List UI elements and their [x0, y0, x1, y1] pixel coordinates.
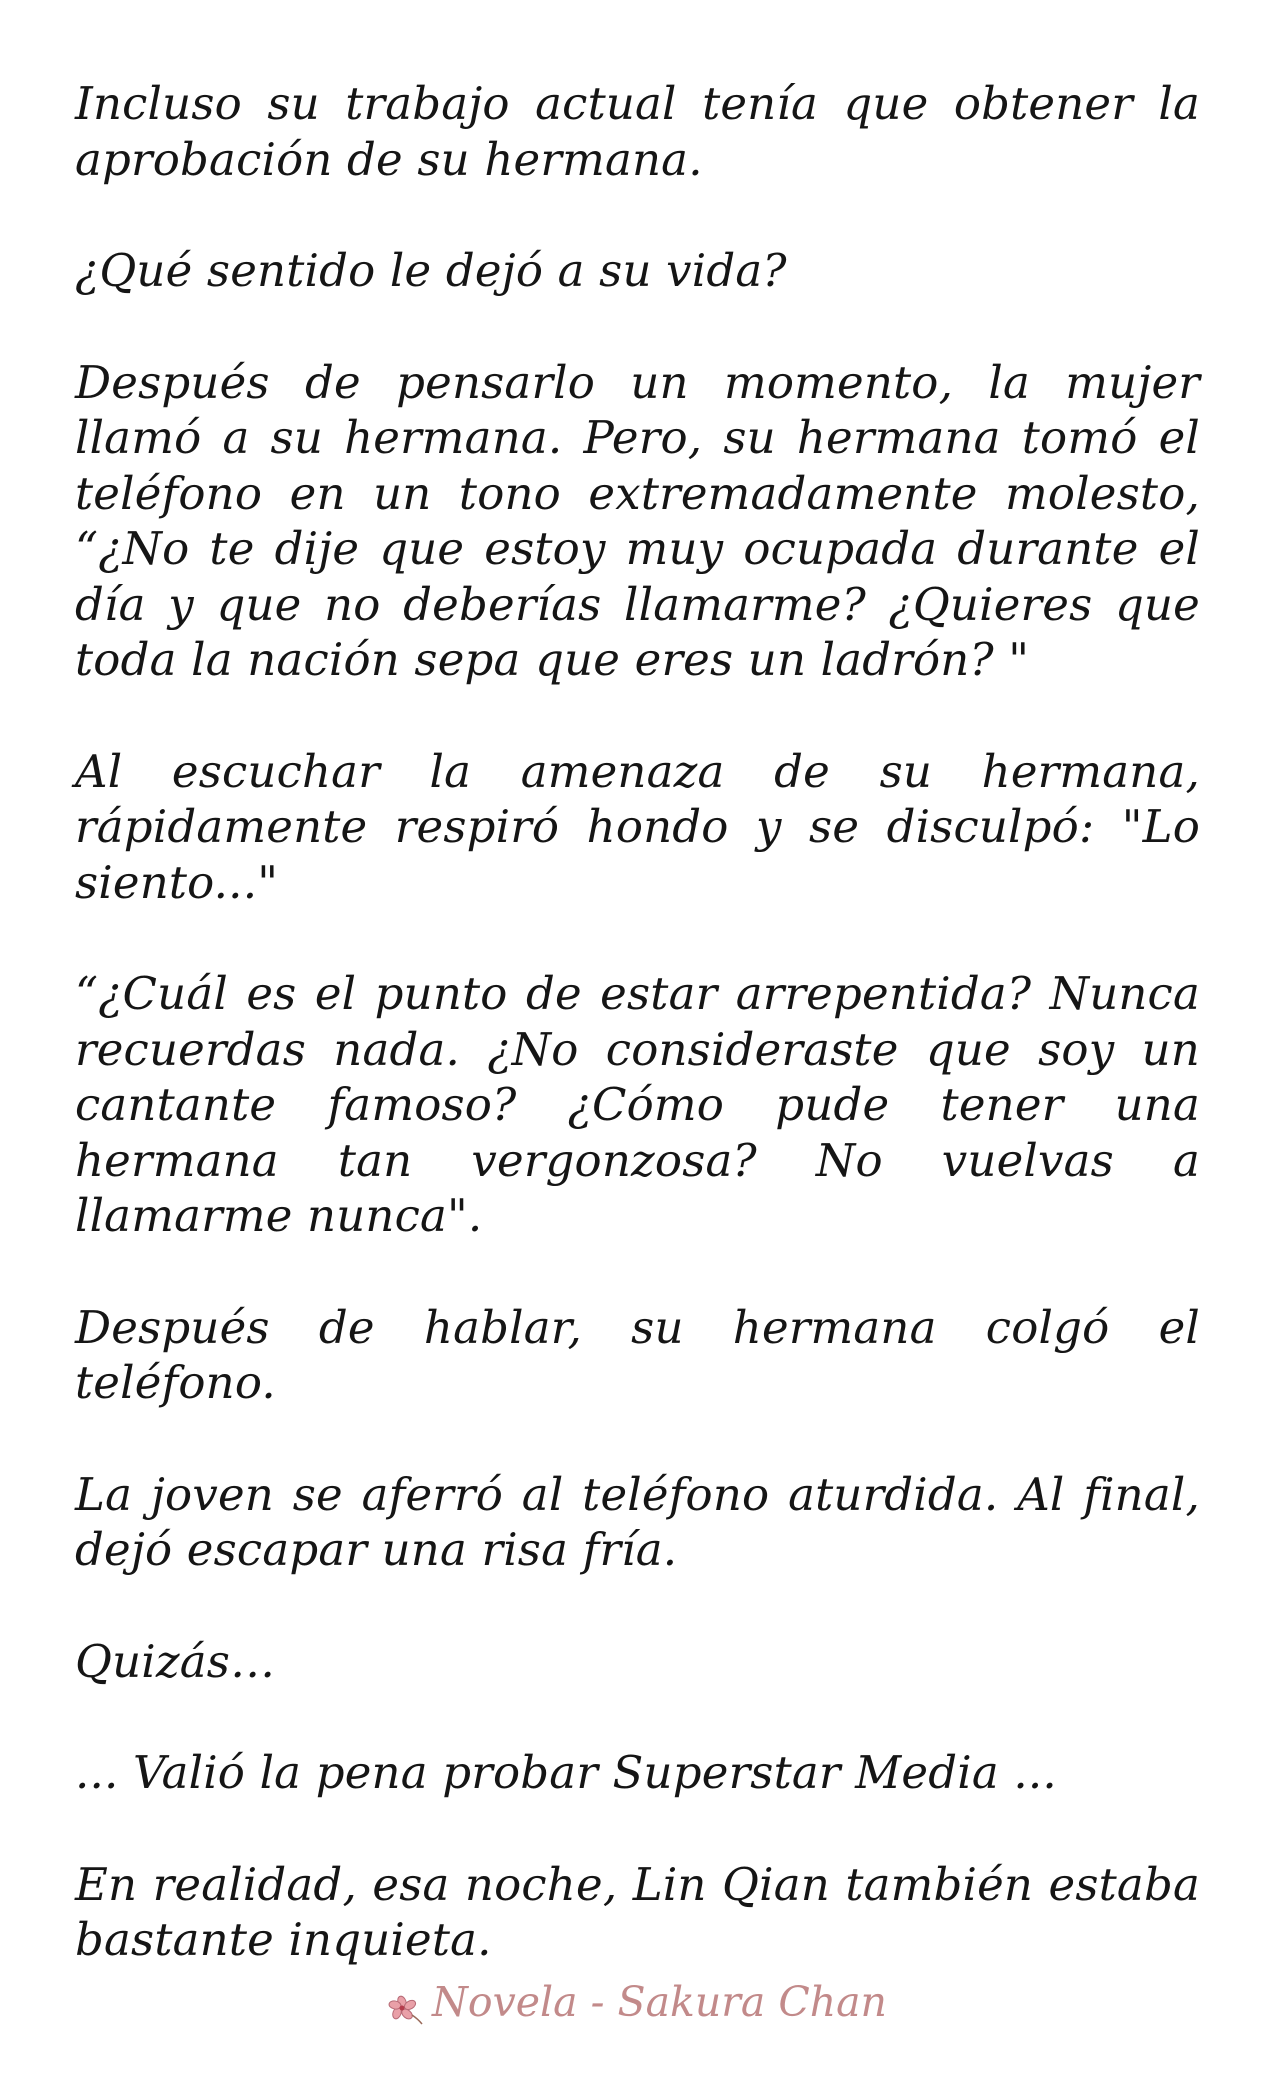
paragraph-2: ¿Qué sentido le dejó a su vida? [75, 244, 787, 297]
paragraph-8: Quizás… [75, 1634, 276, 1688]
watermark-text: Novela - Sakura Chan [432, 1978, 887, 2026]
paragraph-7: La joven se aferró al teléfono aturdida. Al final, dejó escapar una risa fría. [75, 1467, 1200, 1576]
paragraph-1: Incluso su trabajo actual tenía que obtener la aprobación de su hermana. [75, 77, 1200, 186]
paragraph-5: “¿Cuál es el punto de estar arrepentida? Nunca recuerdas nada. ¿No consideraste que soy un cantante famoso? ¿Cómo pude tener una hermana tan vergonzosa? No vuelvas a llamarme nunca". [75, 967, 1200, 1242]
paragraph-3: Después de pensarlo un momento, la mujer llamó a su hermana. Pero, su hermana tomó el teléfono en un tono extremadamente molesto, “¿No te dije que estoy muy ocupada durante el día y que no deberías llamarme? ¿Quieres que toda la nación sepa que eres un ladrón? " [75, 355, 1200, 686]
paragraph-6: Después de hablar, su hermana colgó el teléfono. [75, 1300, 1200, 1409]
paragraph-10: En realidad, esa noche, Lin Qian también estaba bastante inquieta. [75, 1857, 1200, 1966]
watermark [0, 1978, 1275, 2026]
paragraph-9: ... Valió la pena probar Superstar Media ... [75, 1746, 1057, 1799]
paragraph-4: Al escuchar la amenaza de su hermana, rápidamente respiró hondo y se disculpó: "Lo siento..." [75, 744, 1200, 909]
chapter-text [75, 76, 1200, 2024]
cherry-blossom-icon [388, 1989, 426, 2023]
